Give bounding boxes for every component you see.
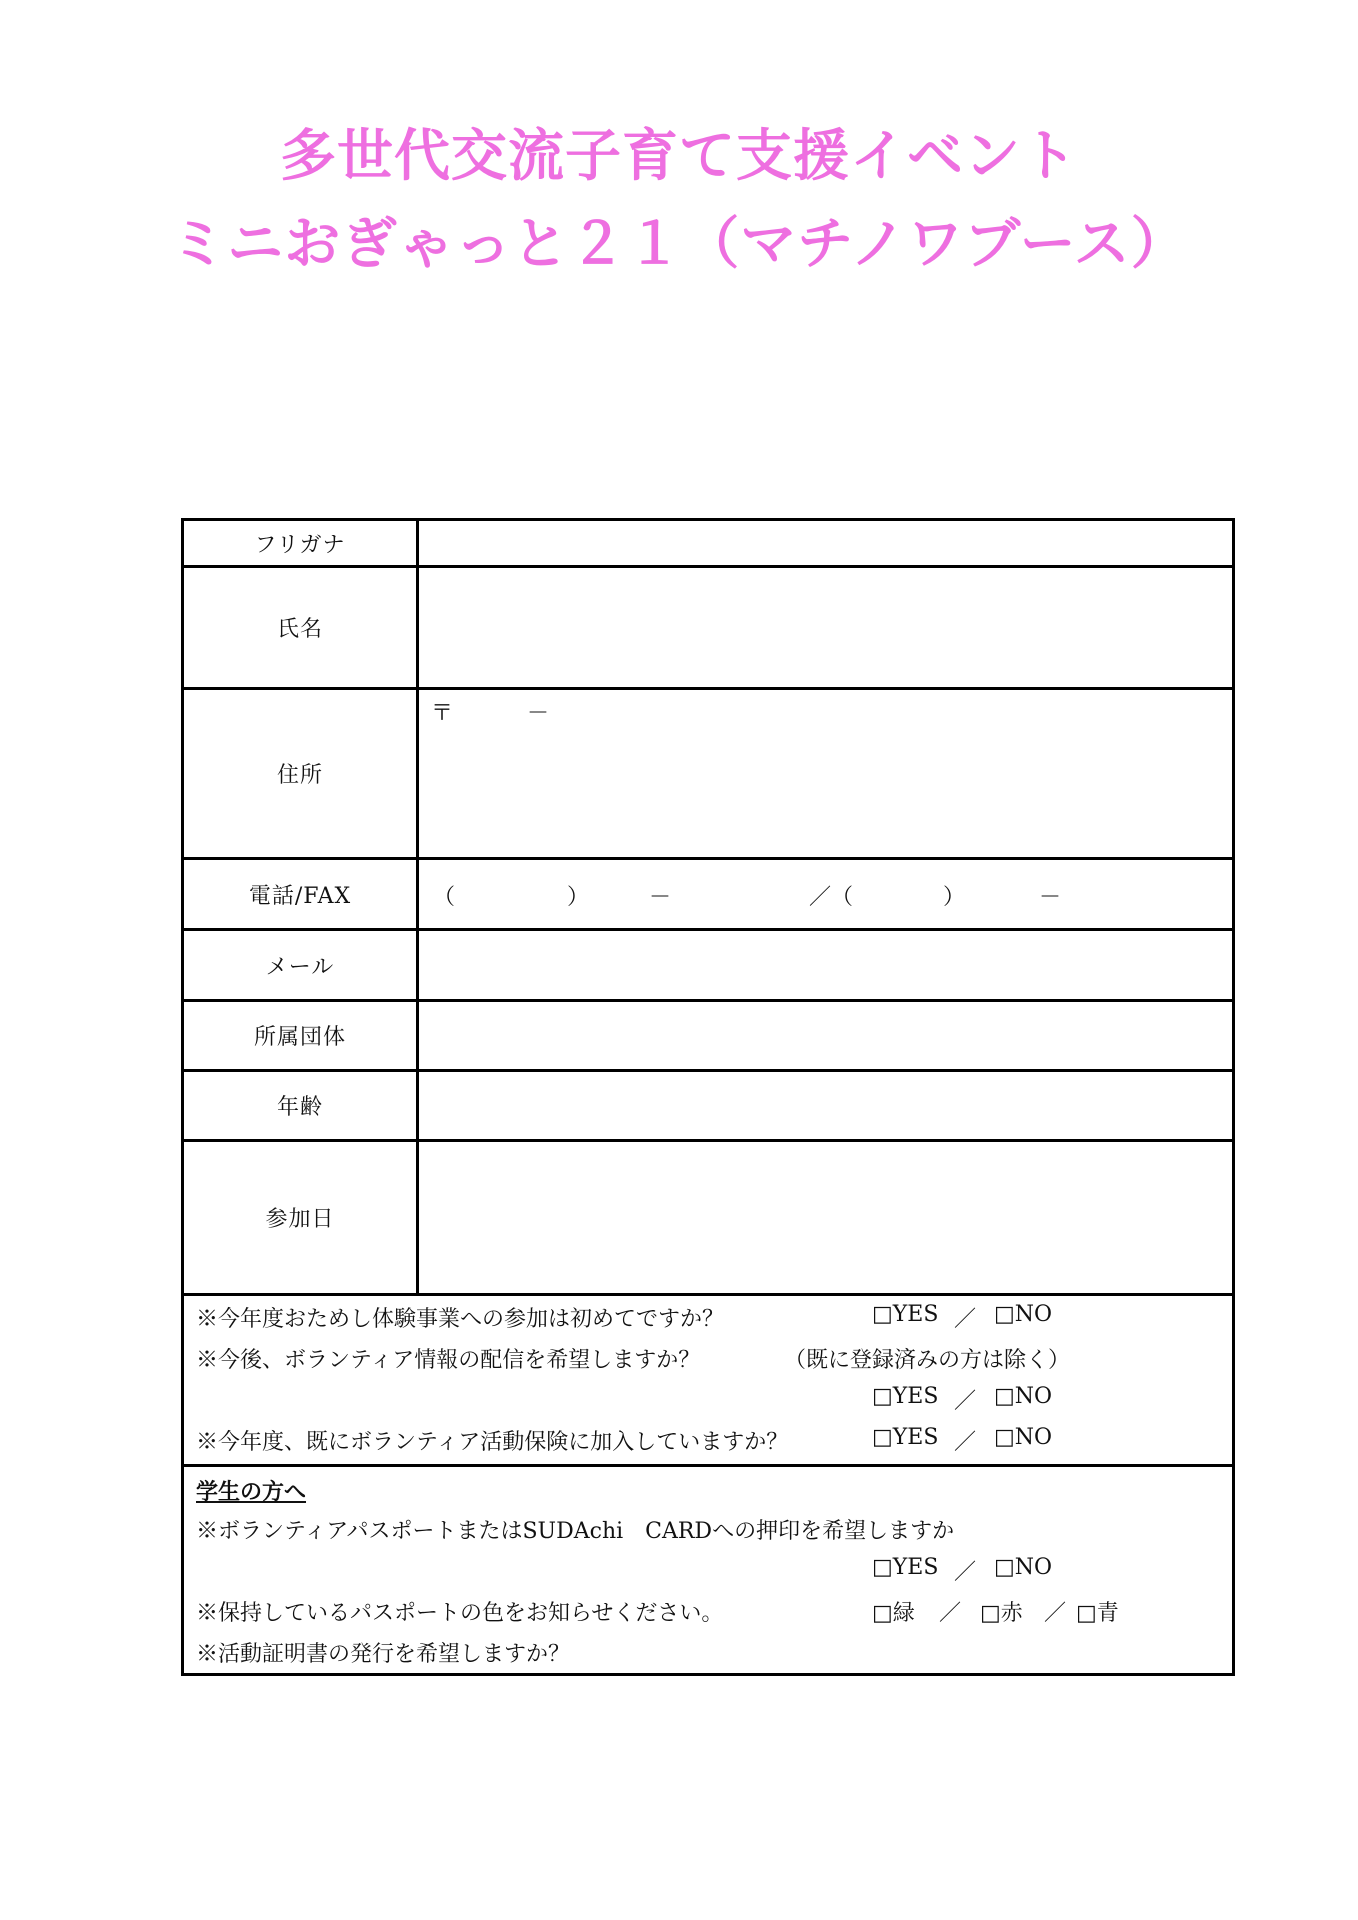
q1-yes-checkbox[interactable]: □YES xyxy=(872,1302,939,1327)
green-checkbox[interactable]: □緑 xyxy=(872,1601,915,1626)
address-row xyxy=(184,690,1232,860)
phone-open-paren: （ xyxy=(433,885,456,910)
org-field[interactable] xyxy=(419,1002,1232,1069)
phone-dash: － xyxy=(649,885,672,910)
age-field[interactable] xyxy=(419,1072,1232,1139)
question-first-time: ※今年度おためし体験事業への参加は初めてですか？ xyxy=(196,1307,725,1332)
fax-close-paren: ） xyxy=(943,885,966,910)
postal-mark: 〒 xyxy=(431,701,454,726)
q2-note: （既に登録済みの方は除く） xyxy=(784,1348,1071,1373)
name-label: 氏名 xyxy=(184,568,419,687)
org-label: 所属団体 xyxy=(184,1002,419,1069)
address-field[interactable] xyxy=(419,690,1232,857)
blue-checkbox[interactable]: □青 xyxy=(1076,1601,1119,1626)
question-insurance: ※今年度、既にボランティア活動保険に加入していますか？ xyxy=(196,1430,789,1455)
phone-label: 電話/FAX xyxy=(184,860,419,928)
date-field[interactable] xyxy=(419,1142,1232,1293)
q3-slash: ／ xyxy=(954,1430,977,1455)
q2-no-checkbox[interactable]: □NO xyxy=(994,1384,1053,1409)
registration-form xyxy=(181,518,1235,1676)
event-subtitle: ミニおぎゃっと２１（マチノワブース） xyxy=(170,212,1188,277)
q2-slash: ／ xyxy=(954,1389,977,1414)
red-checkbox[interactable]: □赤 xyxy=(980,1601,1023,1626)
q3-no-checkbox[interactable]: □NO xyxy=(994,1425,1053,1450)
postal-dash: － xyxy=(527,701,550,726)
q2-yes-checkbox[interactable]: □YES xyxy=(872,1384,939,1409)
event-title: 多世代交流子育て支援イベント xyxy=(280,124,1078,189)
address-label: 住所 xyxy=(184,690,419,857)
question-certificate: ※活動証明書の発行を希望しますか？ xyxy=(196,1642,571,1667)
mail-label: メール xyxy=(184,931,419,999)
date-label: 参加日 xyxy=(184,1142,419,1293)
org-row xyxy=(184,1002,1232,1072)
s1-no-checkbox[interactable]: □NO xyxy=(994,1555,1053,1580)
age-row xyxy=(184,1072,1232,1142)
furigana-label: フリガナ xyxy=(184,521,419,565)
phone-field[interactable] xyxy=(419,860,1232,928)
name-field[interactable] xyxy=(419,568,1232,687)
age-label: 年齢 xyxy=(184,1072,419,1139)
mail-field[interactable] xyxy=(419,931,1232,999)
questions-section xyxy=(184,1296,1232,1467)
question-newsletter: ※今後、ボランティア情報の配信を希望しますか？ xyxy=(196,1348,701,1373)
furigana-field[interactable] xyxy=(419,521,1232,565)
phone-row xyxy=(184,860,1232,931)
question-passport-color: ※保持しているパスポートの色をお知らせください。 xyxy=(196,1601,724,1626)
s1-yes-checkbox[interactable]: □YES xyxy=(872,1555,939,1580)
phone-close-paren: ） xyxy=(567,885,590,910)
q1-no-checkbox[interactable]: □NO xyxy=(994,1302,1053,1327)
fax-separator: ／（ xyxy=(809,885,854,910)
q3-yes-checkbox[interactable]: □YES xyxy=(872,1425,939,1450)
color-slash-1: ／ xyxy=(939,1601,962,1626)
mail-row xyxy=(184,931,1232,1002)
question-passport-stamp: ※ボランティアパスポートまたはSUDAchi CARDへの押印を希望しますか xyxy=(196,1519,955,1544)
fax-dash: － xyxy=(1039,885,1062,910)
q1-slash: ／ xyxy=(954,1307,977,1332)
s1-slash: ／ xyxy=(954,1560,977,1585)
date-row xyxy=(184,1142,1232,1296)
furigana-row xyxy=(184,521,1232,568)
name-row xyxy=(184,568,1232,690)
students-section xyxy=(184,1467,1232,1673)
students-header: 学生の方へ xyxy=(196,1479,307,1505)
color-slash-2: ／ xyxy=(1044,1601,1067,1626)
